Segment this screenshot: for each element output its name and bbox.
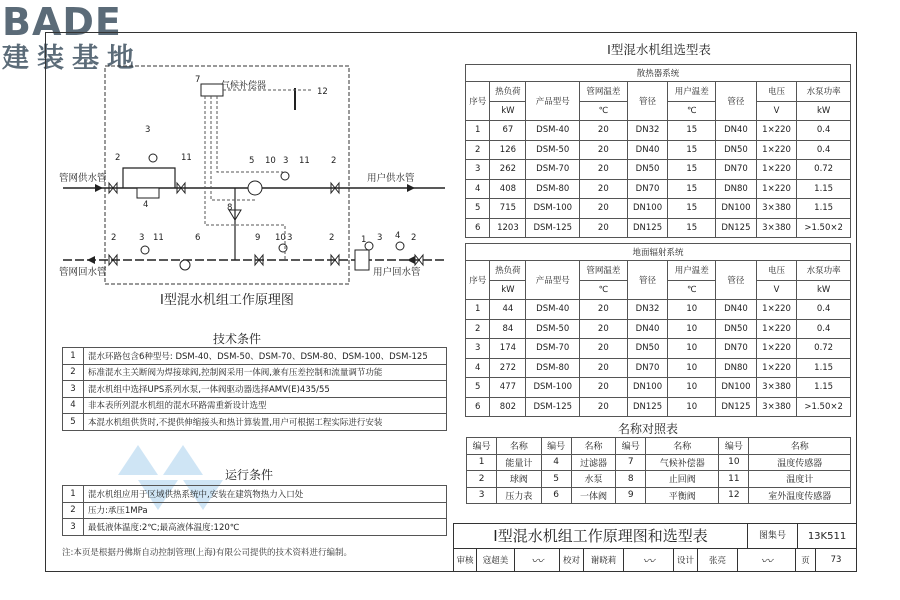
component-name: 过滤器 bbox=[571, 454, 615, 471]
cell-pipe2: DN80 bbox=[715, 179, 756, 199]
tech-row-number: 5 bbox=[63, 414, 84, 431]
cell-load: 262 bbox=[490, 160, 526, 180]
cell-pump: 0.4 bbox=[797, 300, 851, 320]
svg-text:8: 8 bbox=[227, 203, 233, 213]
svg-text:3: 3 bbox=[377, 233, 383, 243]
cell-no: 1 bbox=[466, 121, 490, 141]
component-number: 9 bbox=[616, 487, 646, 504]
run-row bbox=[63, 519, 447, 536]
svg-text:1: 1 bbox=[361, 235, 367, 245]
svg-text:6: 6 bbox=[195, 233, 201, 243]
names-header-name: 名称 bbox=[646, 438, 719, 455]
cell-dt: 20 bbox=[580, 140, 628, 160]
integrated-valve bbox=[180, 260, 190, 270]
cell-volt: 1×220 bbox=[756, 160, 796, 180]
table-row bbox=[466, 319, 851, 339]
component-number: 8 bbox=[616, 471, 646, 488]
compensator-label: 气候补偿器 bbox=[221, 81, 267, 91]
table-row bbox=[466, 358, 851, 378]
return-in-label: 管网回水管 bbox=[59, 267, 107, 278]
cell-model: DSM-70 bbox=[526, 160, 580, 180]
cell-pipe2: DN80 bbox=[715, 358, 756, 378]
unit-pump: kW bbox=[797, 280, 851, 300]
component-number: 6 bbox=[541, 487, 571, 504]
cell-load: 802 bbox=[490, 397, 526, 417]
header-pipe1: 管径 bbox=[627, 261, 668, 300]
svg-text:2: 2 bbox=[411, 233, 417, 243]
cell-pump: 1.15 bbox=[797, 378, 851, 398]
svg-text:10: 10 bbox=[275, 233, 286, 243]
cell-dt: 20 bbox=[580, 218, 628, 238]
cell-pipe2: DN40 bbox=[715, 300, 756, 320]
table-row bbox=[466, 378, 851, 398]
cell-volt: 3×380 bbox=[756, 218, 796, 238]
climate-compensator bbox=[201, 84, 223, 96]
svg-text:2: 2 bbox=[329, 233, 335, 243]
svg-text:3: 3 bbox=[139, 233, 145, 243]
cell-ut: 15 bbox=[668, 218, 716, 238]
cell-no: 4 bbox=[466, 358, 490, 378]
unit-pump: kW bbox=[797, 101, 851, 121]
tech-table bbox=[62, 347, 447, 431]
cell-no: 1 bbox=[466, 300, 490, 320]
header-pump: 水泵功率 bbox=[797, 82, 851, 102]
cell-model: DSM-125 bbox=[526, 397, 580, 417]
names-header-row bbox=[467, 438, 851, 455]
header-pipe2: 管径 bbox=[715, 82, 756, 121]
run-row bbox=[63, 502, 447, 519]
cell-load: 272 bbox=[490, 358, 526, 378]
cell-pipe1: DN100 bbox=[627, 199, 668, 219]
cell-no: 6 bbox=[466, 218, 490, 238]
tech-row-number: 2 bbox=[63, 364, 84, 381]
component-name: 温度传感器 bbox=[749, 454, 851, 471]
cell-pump: 1.15 bbox=[797, 199, 851, 219]
component-name: 温度计 bbox=[749, 471, 851, 488]
component-name: 室外温度传感器 bbox=[749, 487, 851, 504]
run-row-text: 混水机组应用于区域供热系统中,安装在建筑物热力入口处 bbox=[84, 486, 447, 503]
header-volt: 电压 bbox=[756, 261, 796, 281]
header-ut: 用户温差 bbox=[668, 261, 716, 281]
run-row-number: 1 bbox=[63, 486, 84, 503]
logo-brand: BADE bbox=[2, 0, 122, 44]
table-row bbox=[466, 339, 851, 359]
selection-header-row bbox=[466, 261, 851, 281]
cell-pipe1: DN40 bbox=[627, 140, 668, 160]
header-pipe2: 管径 bbox=[715, 261, 756, 300]
cell-dt: 20 bbox=[580, 300, 628, 320]
names-title: 名称对照表 bbox=[618, 422, 679, 436]
cell-pipe1: DN125 bbox=[627, 397, 668, 417]
component-name: 止回阀 bbox=[646, 471, 719, 488]
header-load: 热负荷 bbox=[490, 82, 526, 102]
cell-ut: 10 bbox=[668, 339, 716, 359]
tech-row-text: 本混水机组供货时,不提供伸缩接头和热计算装置,用户可根据工程实际进行安装 bbox=[84, 414, 447, 431]
cell-load: 715 bbox=[490, 199, 526, 219]
cell-dt: 20 bbox=[580, 121, 628, 141]
cell-ut: 15 bbox=[668, 179, 716, 199]
svg-text:5: 5 bbox=[249, 156, 255, 166]
selection-caption: 散热器系统 bbox=[466, 65, 851, 82]
cell-ut: 15 bbox=[668, 160, 716, 180]
selection-table-floor bbox=[465, 243, 851, 417]
cell-volt: 1×220 bbox=[756, 319, 796, 339]
page-label: 页 bbox=[796, 549, 816, 572]
cell-pipe2: DN125 bbox=[715, 397, 756, 417]
cell-pipe2: DN100 bbox=[715, 199, 756, 219]
cell-ut: 15 bbox=[668, 199, 716, 219]
cell-volt: 1×220 bbox=[756, 121, 796, 141]
cell-load: 84 bbox=[490, 319, 526, 339]
svg-text:2: 2 bbox=[115, 153, 121, 163]
table-row bbox=[466, 397, 851, 417]
svg-text:3: 3 bbox=[283, 156, 289, 166]
cell-pipe1: DN100 bbox=[627, 378, 668, 398]
selection-table-radiator bbox=[465, 64, 851, 238]
run-row-text: 最低液体温度:2℃;最高液体温度:120℃ bbox=[84, 519, 447, 536]
cell-pump: 0.4 bbox=[797, 140, 851, 160]
tech-row-text: 混水机组中选择UPS系列水泵,一体阀驱动器选择AMV(E)435/55 bbox=[84, 381, 447, 398]
cell-pipe2: DN70 bbox=[715, 160, 756, 180]
tech-row-number: 4 bbox=[63, 397, 84, 414]
names-header-name: 名称 bbox=[749, 438, 851, 455]
component-number: 4 bbox=[541, 454, 571, 471]
component-name: 水泵 bbox=[571, 471, 615, 488]
energy-meter bbox=[355, 250, 369, 270]
tech-row bbox=[63, 414, 447, 431]
component-number: 2 bbox=[467, 471, 497, 488]
names-table bbox=[466, 437, 851, 504]
cell-pump: 0.72 bbox=[797, 160, 851, 180]
cell-pump: 0.4 bbox=[797, 121, 851, 141]
cell-volt: 3×380 bbox=[756, 397, 796, 417]
design-label: 设计 bbox=[674, 549, 698, 572]
names-header-no: 编号 bbox=[719, 438, 749, 455]
cell-no: 5 bbox=[466, 378, 490, 398]
selection-header-row bbox=[466, 82, 851, 102]
cell-load: 67 bbox=[490, 121, 526, 141]
names-row bbox=[467, 454, 851, 471]
cell-pipe2: DN100 bbox=[715, 378, 756, 398]
component-number: 1 bbox=[467, 454, 497, 471]
cell-ut: 10 bbox=[668, 319, 716, 339]
cell-pipe2: DN50 bbox=[715, 140, 756, 160]
supply-out-arrow bbox=[407, 184, 415, 192]
cell-dt: 20 bbox=[580, 339, 628, 359]
component-number: 12 bbox=[719, 487, 749, 504]
component-number: 3 bbox=[467, 487, 497, 504]
run-row-text: 压力:承压1MPa bbox=[84, 502, 447, 519]
component-number: 5 bbox=[541, 471, 571, 488]
cell-load: 174 bbox=[490, 339, 526, 359]
atlas-label: 图集号 bbox=[748, 523, 798, 549]
cell-ut: 10 bbox=[668, 358, 716, 378]
cell-volt: 3×380 bbox=[756, 199, 796, 219]
cell-pump: 1.15 bbox=[797, 358, 851, 378]
cell-model: DSM-80 bbox=[526, 358, 580, 378]
component-number: 7 bbox=[616, 454, 646, 471]
cell-dt: 20 bbox=[580, 397, 628, 417]
cell-model: DSM-100 bbox=[526, 378, 580, 398]
svg-text:2: 2 bbox=[331, 156, 337, 166]
cell-volt: 3×380 bbox=[756, 378, 796, 398]
svg-text:2: 2 bbox=[111, 233, 117, 243]
component-name: 平衡阀 bbox=[646, 487, 719, 504]
check-label: 校对 bbox=[560, 549, 584, 572]
cell-no: 4 bbox=[466, 179, 490, 199]
header-dt: 管网温差 bbox=[580, 261, 628, 281]
supply-in-arrow bbox=[95, 184, 103, 192]
tech-row-text: 标准混水主关断阀为焊接球阀,控制阀采用一体阀,兼有压差控制和流量调节功能 bbox=[84, 364, 447, 381]
table-row bbox=[466, 121, 851, 141]
component-name: 球阀 bbox=[497, 471, 541, 488]
pump-symbol bbox=[248, 181, 262, 195]
svg-text:4: 4 bbox=[395, 231, 401, 241]
cell-dt: 20 bbox=[580, 358, 628, 378]
cell-pipe1: DN70 bbox=[627, 358, 668, 378]
review-label: 审核 bbox=[453, 549, 477, 572]
cell-model: DSM-40 bbox=[526, 121, 580, 141]
table-row bbox=[466, 218, 851, 238]
cell-pipe1: DN70 bbox=[627, 179, 668, 199]
cell-model: DSM-50 bbox=[526, 319, 580, 339]
footnote: 注:本页是根据丹佛斯自动控制管理(上海)有限公司提供的技术资料进行编制。 bbox=[62, 548, 352, 558]
schematic-diagram bbox=[55, 60, 455, 310]
designer-signature: 〰 bbox=[738, 549, 796, 572]
cell-load: 408 bbox=[490, 179, 526, 199]
cell-model: DSM-80 bbox=[526, 179, 580, 199]
run-row-number: 3 bbox=[63, 519, 84, 536]
component-name: 压力表 bbox=[497, 487, 541, 504]
tech-row bbox=[63, 364, 447, 381]
table-row bbox=[466, 179, 851, 199]
cell-pump: >1.50×2 bbox=[797, 397, 851, 417]
cell-pipe1: DN40 bbox=[627, 319, 668, 339]
cell-model: DSM-70 bbox=[526, 339, 580, 359]
title-block bbox=[453, 523, 857, 572]
component-number: 11 bbox=[719, 471, 749, 488]
run-row-number: 2 bbox=[63, 502, 84, 519]
cell-load: 44 bbox=[490, 300, 526, 320]
cell-dt: 20 bbox=[580, 378, 628, 398]
header-dt: 管网温差 bbox=[580, 82, 628, 102]
diagram-title: Ⅰ型混水机组工作原理图 bbox=[160, 293, 294, 308]
cell-no: 2 bbox=[466, 319, 490, 339]
svg-text:4: 4 bbox=[143, 200, 149, 210]
cell-model: DSM-40 bbox=[526, 300, 580, 320]
svg-text:12: 12 bbox=[317, 87, 328, 97]
tech-row-number: 3 bbox=[63, 381, 84, 398]
header-no: 序号 bbox=[466, 82, 490, 121]
header-model: 产品型号 bbox=[526, 261, 580, 300]
cell-pump: >1.50×2 bbox=[797, 218, 851, 238]
names-header-no: 编号 bbox=[467, 438, 497, 455]
header-volt: 电压 bbox=[756, 82, 796, 102]
schematic-svg bbox=[55, 60, 455, 310]
cell-pump: 1.15 bbox=[797, 179, 851, 199]
unit-volt: V bbox=[756, 101, 796, 121]
tech-row-text: 混水环路包含6种型号: DSM-40、DSM-50、DSM-70、DSM-80、DSM-100、DSM-125 bbox=[84, 348, 447, 365]
tech-row bbox=[63, 381, 447, 398]
unit-load: kW bbox=[490, 101, 526, 121]
names-row bbox=[467, 471, 851, 488]
cell-pipe2: DN125 bbox=[715, 218, 756, 238]
supply-out-label: 用户供水管 bbox=[367, 173, 415, 184]
cell-dt: 20 bbox=[580, 199, 628, 219]
component-name: 气候补偿器 bbox=[646, 454, 719, 471]
logo-subtitle: 建装基地 bbox=[2, 43, 142, 74]
cell-pipe1: DN32 bbox=[627, 300, 668, 320]
return-out-label: 用户回水管 bbox=[373, 267, 421, 278]
cell-no: 2 bbox=[466, 140, 490, 160]
return-out-arrow bbox=[87, 256, 95, 264]
svg-text:11: 11 bbox=[181, 153, 192, 163]
reviewer-signature: 〰 bbox=[515, 549, 560, 572]
header-load: 热负荷 bbox=[490, 261, 526, 281]
tech-row bbox=[63, 397, 447, 414]
table-row bbox=[466, 140, 851, 160]
checker-signature: 〰 bbox=[624, 549, 674, 572]
cell-pipe1: DN32 bbox=[627, 121, 668, 141]
cell-model: DSM-50 bbox=[526, 140, 580, 160]
svg-text:3: 3 bbox=[287, 233, 293, 243]
names-header-no: 编号 bbox=[616, 438, 646, 455]
cell-no: 3 bbox=[466, 339, 490, 359]
unit-ut: ℃ bbox=[668, 101, 716, 121]
cell-pipe2: DN70 bbox=[715, 339, 756, 359]
tech-title: 技术条件 bbox=[213, 332, 262, 346]
cell-dt: 20 bbox=[580, 160, 628, 180]
svg-text:9: 9 bbox=[255, 233, 261, 243]
drawing-title: Ⅰ型混水机组工作原理图和选型表 bbox=[453, 523, 748, 549]
selection-title: Ⅰ型混水机组选型表 bbox=[607, 42, 711, 57]
cell-ut: 15 bbox=[668, 121, 716, 141]
filter bbox=[137, 188, 159, 198]
cell-ut: 15 bbox=[668, 140, 716, 160]
atlas-number: 13K511 bbox=[798, 523, 857, 549]
svg-text:10: 10 bbox=[265, 156, 276, 166]
page-number: 73 bbox=[816, 549, 857, 572]
table-row bbox=[466, 160, 851, 180]
tech-row-text: 非本表所列混水机组的混水环路需重新设计选型 bbox=[84, 397, 447, 414]
cell-model: DSM-100 bbox=[526, 199, 580, 219]
header-model: 产品型号 bbox=[526, 82, 580, 121]
reviewer-name: 寇超美 bbox=[477, 549, 515, 572]
cell-volt: 1×220 bbox=[756, 358, 796, 378]
cell-pump: 0.72 bbox=[797, 339, 851, 359]
names-header-name: 名称 bbox=[497, 438, 541, 455]
cell-load: 477 bbox=[490, 378, 526, 398]
cell-volt: 1×220 bbox=[756, 300, 796, 320]
component-name: 能量计 bbox=[497, 454, 541, 471]
cell-ut: 10 bbox=[668, 300, 716, 320]
cell-dt: 20 bbox=[580, 179, 628, 199]
header-pipe1: 管径 bbox=[627, 82, 668, 121]
run-title: 运行条件 bbox=[225, 468, 274, 482]
cell-load: 126 bbox=[490, 140, 526, 160]
run-row bbox=[63, 486, 447, 503]
selection-caption-row bbox=[466, 244, 851, 261]
component-number: 10 bbox=[719, 454, 749, 471]
checker-name: 谢晓莉 bbox=[584, 549, 624, 572]
run-table bbox=[62, 485, 447, 536]
svg-text:7: 7 bbox=[195, 75, 201, 85]
header-pump: 水泵功率 bbox=[797, 261, 851, 281]
cell-no: 6 bbox=[466, 397, 490, 417]
unit-volt: V bbox=[756, 280, 796, 300]
unit-load: kW bbox=[490, 280, 526, 300]
svg-text:11: 11 bbox=[153, 233, 164, 243]
svg-text:3: 3 bbox=[145, 125, 151, 135]
cell-load: 1203 bbox=[490, 218, 526, 238]
cell-volt: 1×220 bbox=[756, 339, 796, 359]
filter-bypass bbox=[123, 168, 175, 188]
designer-name: 张亮 bbox=[698, 549, 738, 572]
cell-pipe2: DN50 bbox=[715, 319, 756, 339]
selection-caption-row bbox=[466, 65, 851, 82]
supply-in-label: 管网供水管 bbox=[59, 173, 107, 184]
cell-model: DSM-125 bbox=[526, 218, 580, 238]
unit-dt: ℃ bbox=[580, 280, 628, 300]
return-in-arrow bbox=[407, 256, 415, 264]
svg-text:11: 11 bbox=[299, 156, 310, 166]
cell-no: 5 bbox=[466, 199, 490, 219]
names-header-name: 名称 bbox=[571, 438, 615, 455]
tech-row bbox=[63, 348, 447, 365]
component-name: 一体阀 bbox=[571, 487, 615, 504]
cell-ut: 10 bbox=[668, 397, 716, 417]
tech-row-number: 1 bbox=[63, 348, 84, 365]
cell-no: 3 bbox=[466, 160, 490, 180]
unit-dt: ℃ bbox=[580, 101, 628, 121]
signature-row bbox=[453, 549, 857, 572]
cell-volt: 1×220 bbox=[756, 140, 796, 160]
cell-pipe2: DN40 bbox=[715, 121, 756, 141]
names-header-no: 编号 bbox=[541, 438, 571, 455]
table-row bbox=[466, 300, 851, 320]
names-row bbox=[467, 487, 851, 504]
header-ut: 用户温差 bbox=[668, 82, 716, 102]
table-row bbox=[466, 199, 851, 219]
cell-pipe1: DN125 bbox=[627, 218, 668, 238]
cell-pipe1: DN50 bbox=[627, 160, 668, 180]
cell-dt: 20 bbox=[580, 319, 628, 339]
unit-ut: ℃ bbox=[668, 280, 716, 300]
selection-caption: 地面辐射系统 bbox=[466, 244, 851, 261]
header-no: 序号 bbox=[466, 261, 490, 300]
cell-volt: 1×220 bbox=[756, 179, 796, 199]
cell-pipe1: DN50 bbox=[627, 339, 668, 359]
cell-pump: 0.4 bbox=[797, 319, 851, 339]
cell-ut: 10 bbox=[668, 378, 716, 398]
